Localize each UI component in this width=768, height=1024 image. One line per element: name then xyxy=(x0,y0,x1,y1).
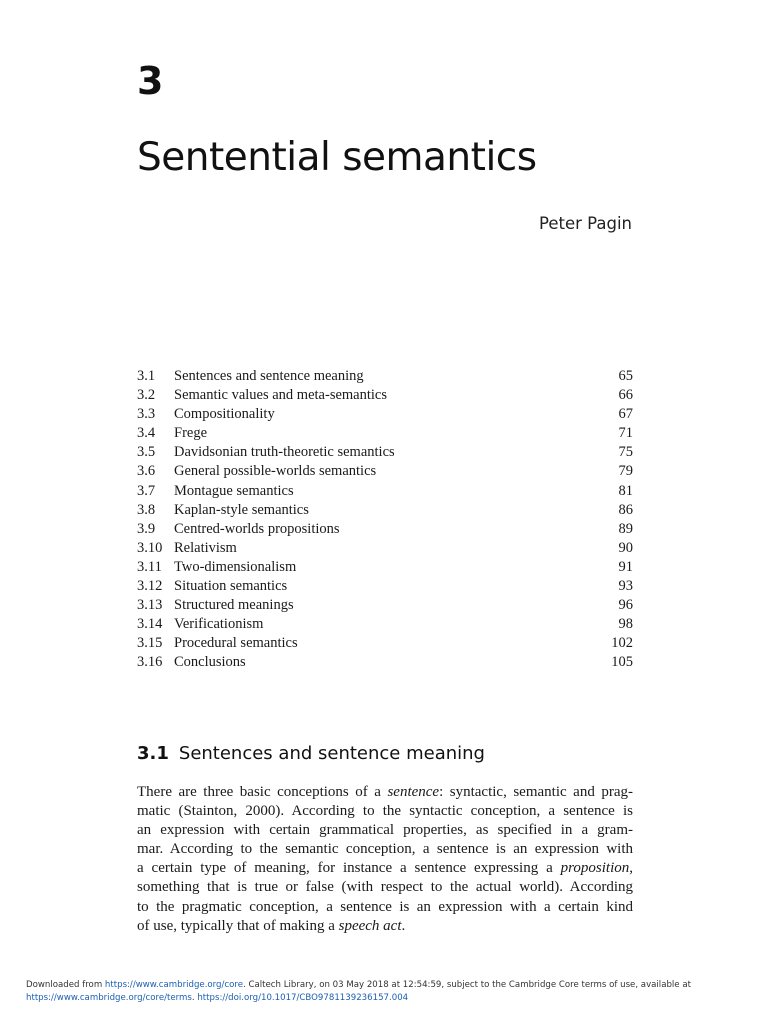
cambridge-core-link[interactable]: https://www.cambridge.org/core xyxy=(104,980,244,990)
body-line xyxy=(137,840,633,859)
body-line xyxy=(137,783,633,802)
toc-entry-page: 66 xyxy=(618,387,633,404)
body-line xyxy=(137,917,633,936)
toc-entry-page: 93 xyxy=(618,578,633,595)
toc-entry-number: 3.10 xyxy=(137,539,163,556)
body-line xyxy=(137,898,633,917)
toc-entry-number: 3.13 xyxy=(137,597,163,614)
toc-entry-number: 3.3 xyxy=(137,406,156,423)
toc-entry xyxy=(137,424,633,443)
toc-entry xyxy=(137,634,633,653)
body-text-run: something that is true or false (with respect to the actual world). According xyxy=(137,879,633,896)
doi-link[interactable]: https://doi.org/10.1017/CBO9781139236157.004 xyxy=(197,992,409,1003)
toc-entry-number: 3.5 xyxy=(137,444,156,461)
toc-entry-page: 91 xyxy=(618,558,633,575)
toc-entry xyxy=(137,501,633,520)
table-of-contents xyxy=(137,367,633,673)
body-text-run: , xyxy=(629,860,633,877)
toc-entry-label: Davidsonian truth-theoretic semantics xyxy=(174,444,395,461)
section-heading xyxy=(137,740,485,768)
chapter-title: Sentential semantics xyxy=(137,135,537,180)
footer-middle: . Caltech Library, on 03 May 2018 at 12:54:59, subject to the Cambridge Core terms of use, available at xyxy=(243,980,691,990)
toc-entry-page: 81 xyxy=(618,482,633,499)
section-number: 3.1 xyxy=(137,743,169,764)
toc-entry-page: 89 xyxy=(618,520,633,537)
toc-entry xyxy=(137,596,633,615)
toc-entry-label: Structured meanings xyxy=(174,597,294,614)
toc-entry xyxy=(137,577,633,596)
toc-entry xyxy=(137,520,633,539)
emphasized-term: sentence xyxy=(387,784,440,800)
toc-entry-number: 3.14 xyxy=(137,616,163,633)
toc-entry-label: Relativism xyxy=(174,539,237,556)
toc-entry-number: 3.7 xyxy=(137,482,156,499)
toc-entry-page: 75 xyxy=(618,444,633,461)
toc-entry-page: 71 xyxy=(618,425,633,442)
toc-entry-label: Verificationism xyxy=(174,616,264,633)
toc-entry xyxy=(137,482,633,501)
toc-entry xyxy=(137,443,633,462)
section-title: Sentences and sentence meaning xyxy=(178,743,485,764)
toc-entry-label: Semantic values and meta-semantics xyxy=(174,387,387,404)
body-text-run: to the pragmatic conception, a sentence is an expression with a certain kind xyxy=(137,898,633,915)
section-body xyxy=(137,783,633,936)
toc-entry xyxy=(137,405,633,424)
download-footer xyxy=(26,979,746,1004)
toc-entry-number: 3.8 xyxy=(137,501,156,518)
body-text-run: : syntactic, semantic and prag- xyxy=(439,784,633,800)
toc-entry-label: Frege xyxy=(174,425,208,442)
toc-entry-number: 3.1 xyxy=(137,368,156,384)
toc-entry-page: 90 xyxy=(618,539,633,556)
toc-entry-page: 96 xyxy=(618,597,633,614)
toc-entry-number: 3.9 xyxy=(137,520,156,537)
body-line xyxy=(137,821,633,840)
toc-entry xyxy=(137,539,633,558)
author-name: Peter Pagin xyxy=(539,214,632,233)
body-line xyxy=(137,878,633,897)
footer-prefix: Downloaded from xyxy=(26,980,105,990)
toc-entry xyxy=(137,615,633,634)
toc-entry xyxy=(137,558,633,577)
toc-entry-page: 86 xyxy=(618,501,633,518)
toc-entry-label: Kaplan-style semantics xyxy=(174,501,309,518)
body-text-run: mar. According to the semantic conception, a sentence is an expression with xyxy=(137,841,633,858)
toc-entry-number: 3.12 xyxy=(137,578,163,595)
toc-entry-page: 79 xyxy=(618,463,633,480)
body-line xyxy=(137,859,633,878)
toc-entry-label: Two-dimensionalism xyxy=(174,558,297,575)
body-line xyxy=(137,802,633,821)
toc-entry xyxy=(137,462,633,481)
body-text-run: There are three basic conceptions of a xyxy=(137,784,388,800)
toc-entry-number: 3.11 xyxy=(137,558,162,575)
toc-entry-label: Procedural semantics xyxy=(174,635,298,652)
toc-entry-label: General possible-worlds semantics xyxy=(174,463,377,480)
toc-entry-number: 3.6 xyxy=(137,463,156,480)
body-text-run: an expression with certain grammatical properties, as specified in a gram- xyxy=(137,822,633,839)
toc-entry-label: Montague semantics xyxy=(174,482,294,499)
toc-entry-label: Conclusions xyxy=(174,654,246,671)
toc-entry xyxy=(137,367,633,386)
body-text-run: matic (Stainton, 2000). According to the syntactic conception, a sentence is xyxy=(137,803,633,820)
body-text-run: . xyxy=(401,917,406,934)
emphasized-term: proposition xyxy=(560,860,630,877)
toc-entry-number: 3.15 xyxy=(137,635,163,652)
toc-entry-page: 65 xyxy=(618,368,633,384)
footer-separator: . xyxy=(191,992,198,1003)
toc-entry-page: 98 xyxy=(618,616,633,633)
toc-entry-label: Centred-worlds propositions xyxy=(174,520,340,537)
toc-entry-number: 3.2 xyxy=(137,387,156,404)
toc-entry xyxy=(137,653,633,672)
toc-entry-label: Compositionality xyxy=(174,406,275,423)
toc-entry-page: 67 xyxy=(618,406,633,423)
toc-entry-label: Situation semantics xyxy=(174,578,288,595)
chapter-number: 3 xyxy=(137,59,164,103)
terms-link[interactable]: https://www.cambridge.org/core/terms xyxy=(26,992,192,1003)
toc-entry-page: 105 xyxy=(611,654,633,671)
body-text-run: a certain type of meaning, for instance a sentence expressing a xyxy=(137,860,561,877)
toc-entry-label: Sentences and sentence meaning xyxy=(174,368,364,384)
emphasized-term: speech act xyxy=(338,917,402,934)
body-text-run: of use, typically that of making a xyxy=(137,917,339,934)
toc-entry-page: 102 xyxy=(611,635,633,652)
toc-entry xyxy=(137,386,633,405)
toc-entry-number: 3.16 xyxy=(137,654,163,671)
toc-entry-number: 3.4 xyxy=(137,425,156,442)
